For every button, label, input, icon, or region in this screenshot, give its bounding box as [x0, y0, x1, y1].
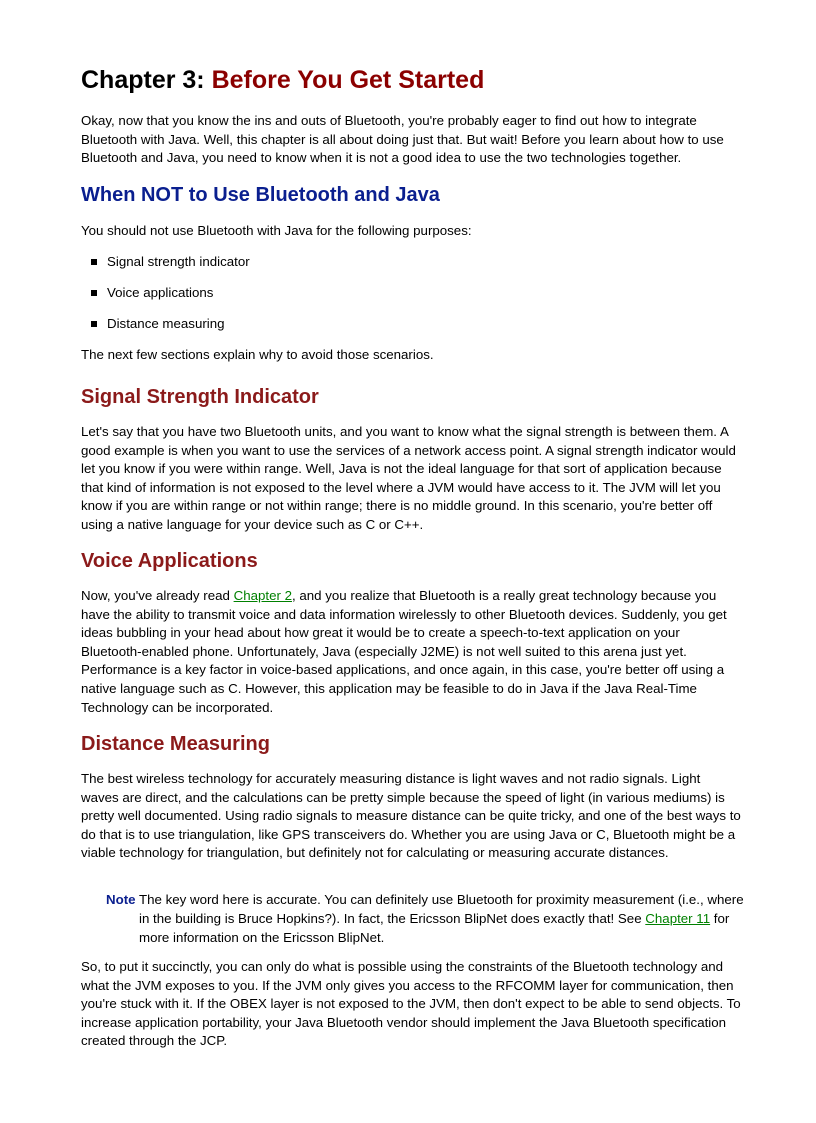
intro-paragraph: Okay, now that you know the ins and outs of Bluetooth, you're probably eager to find out how to integrate Bluetooth with Java. Well, this chapter is all about doing just that. But wait! Before you learn about how to use Bluetooth and Java, you need to know when it is not a good idea to use the two technologies together.: [81, 113, 724, 166]
purpose-list: [81, 253, 741, 346]
when-not-after: The next few sections explain why to avoid those scenarios.: [81, 347, 434, 362]
list-item: Distance measuring: [81, 315, 741, 346]
closing-paragraph: So, to put it succinctly, you can only do what is possible using the constraints of the Bluetooth technology and what the JVM exposes to you. If the JVM only gives you access to the RFCOMM layer for communication, then you're stuck with it. If the OBEX layer is not exposed to the JVM, then don't expect to be able to send objects. To increase application portability, your Java Bluetooth vendor should implement the Java Bluetooth specification created through the JCP.: [81, 959, 741, 1049]
note-box: Note The key word here is accurate. You can definitely use Bluetooth for proximity measurement (i.e., where in the building is Bruce Hopkins?). In fact, the Ericsson BlipNet does exactly that! See Chapter 11 for more information on the Ericsson BlipNet.: [106, 892, 744, 945]
chapter-number: Chapter 3:: [81, 66, 205, 94]
when-not-lead: You should not use Bluetooth with Java for the following purposes:: [81, 223, 472, 238]
distance-heading: Distance Measuring: [81, 733, 270, 755]
chapter-2-link[interactable]: Chapter 2: [233, 588, 292, 603]
bullet-icon: [91, 321, 97, 327]
chapter-11-link[interactable]: Chapter 11: [645, 911, 711, 926]
distance-paragraph: The best wireless technology for accurately measuring distance is light waves and not radio signals. Light waves are direct, and the calculations can be pretty simple because the speed of light (in various mediums) is pretty well documented. Using radio signals to measure distance can be quite tricky, and one of the best ways to do that is to use triangulation, like GPS transceivers do. Whether you are using Java or C, Bluetooth might be a viable technology for triangulation, but definitely not for calculating or measuring accurate distances.: [81, 771, 741, 861]
voice-paragraph: Now, you've already read Chapter 2, and you realize that Bluetooth is a really great technology because you have the ability to transmit voice and data information wirelessly to other Bluetooth devices. Suddenly, you get ideas bubbling in your head about how great it would be to create a speech-to-text application on your Bluetooth-enabled phone. Unfortunately, Java (especially J2ME) is not well suited to this arena just yet. Performance is a key factor in voice-based applications, and once again, in this case, you're better off using a native language such as C. However, this application may be feasible to do in Java if the Java Real-Time Technology can be incorporated.: [81, 588, 727, 715]
note-label: Note: [106, 892, 136, 907]
list-item: Voice applications: [81, 284, 741, 315]
bullet-icon: [91, 259, 97, 265]
signal-paragraph: Let's say that you have two Bluetooth units, and you want to know what the signal strength is between them. A good example is when you want to use the services of a network access point. A signal strength indicator would let you know if you were within range. Well, Java is not the ideal language for that sort of application because that kind of information is not exposed to the level where a JVM would have access to it. The JVM will let you know if you are within range or not within range; there is no middle ground. In this scenario, you're better off using a native language for your device such as C or C++.: [81, 424, 736, 532]
chapter-title: [81, 64, 484, 96]
bullet-icon: [91, 290, 97, 296]
when-not-heading: When NOT to Use Bluetooth and Java: [81, 184, 440, 206]
voice-heading: Voice Applications: [81, 550, 258, 572]
list-item: Signal strength indicator: [81, 253, 741, 284]
chapter-name: Before You Get Started: [211, 66, 485, 94]
signal-heading: Signal Strength Indicator: [81, 386, 319, 408]
